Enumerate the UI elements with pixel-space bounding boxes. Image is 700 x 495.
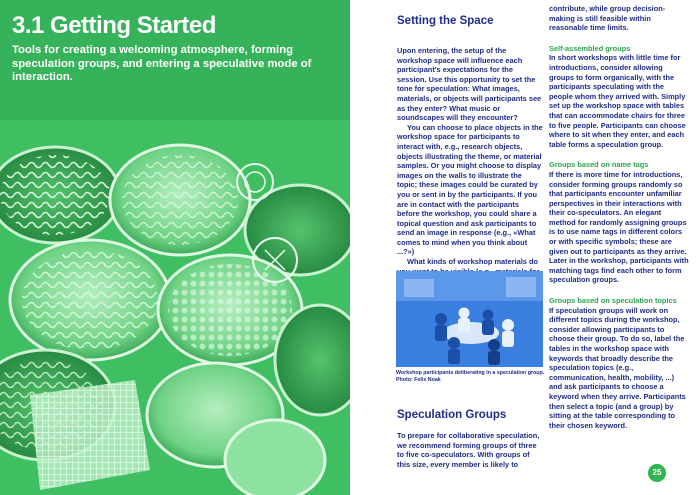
setting-space-heading: Setting the Space xyxy=(397,15,494,27)
paragraph: Upon entering, the setup of the workshop space will influence each participant's expectations for the session. Use this opportunity to set the tone for speculation: What images, materials, or objects will participants see as they enter? What music or soundscapes will they encounter? xyxy=(397,46,542,123)
chapter-subtitle: Tools for creating a welcoming atmosphere, forming speculation groups, and entering a speculative mode of interaction. xyxy=(12,44,312,84)
workshop-photo-image xyxy=(396,271,543,367)
speculation-groups-text-block xyxy=(397,431,543,469)
paragraph: To prepare for collaborative speculation, we recommend forming groups of three to five co-speculators. With groups of this size, every member is likely to xyxy=(397,431,540,469)
speculation-groups-heading: Speculation Groups xyxy=(397,409,507,421)
paragraph: In short workshops with little time for introductions, consider allowing groups to form organically, with the participants speculating with the people whom they arrived with. Simply set up the workshop space with tables that can accommodate chairs for three to five people. Participants can choose where to sit when they enter, and each table forms a speculation group. xyxy=(549,53,686,149)
paragraph: You can choose to place objects in the workshop space for participants to interact with, e.g., research objects, objects illustrating the theme, or material samples. Or you might choose to display images on the walls to illustrate the topic; these images could be curated by you or sent in by the participants. If you are in contact with the participants before the workshop, you could share a topical question and ask participants to send an image in response (e.g., «What comes to mind when you think about ...?») xyxy=(397,122,543,257)
paragraph: contribute, while group decision-making is still feasible within reasonable time limits. xyxy=(549,4,666,33)
subheading-self-assembled: Self-assembled groups xyxy=(549,43,631,53)
column-1 xyxy=(397,46,543,305)
subheading-name-tags: Groups based on name tags xyxy=(549,160,649,170)
subheading-speculation-topics: Groups based on speculation topics xyxy=(549,296,677,306)
figure-caption: Workshop participants deliberating in a speculation group. Photo: Felix Noak xyxy=(396,370,545,383)
column-2 xyxy=(549,4,689,430)
page-number: 25 xyxy=(648,464,666,482)
paragraph: What kinds of workshop materials do xyxy=(407,257,538,267)
paragraph: If there is more time for introductions, consider forming groups randomly so that participants encounter unfamiliar perspectives in their interactions with their co-speculators. An elegant method for randomly assigning groups is to use name tags in different colors or with specific symbols; these are given out to participants as they arrive. Later in the workshop, participants with matching tags find each other to form speculation groups. xyxy=(549,169,689,285)
workshop-photo xyxy=(396,271,543,367)
right-page xyxy=(350,0,700,495)
chapter-title: 3.1 Getting Started xyxy=(12,12,216,39)
paragraph: If speculation groups will work on different topics during the workshop, consider allowing participants to choose their group. To do so, label the tables in the workshop space with keywords that broadly describe the speculation topics (e.g., communication, health, mobility, ...) and ask participants to choose a keyword when they arrive. Participants then select a topic (and a group) by sitting at the table corresponding to their chosen keyword. xyxy=(549,305,686,430)
